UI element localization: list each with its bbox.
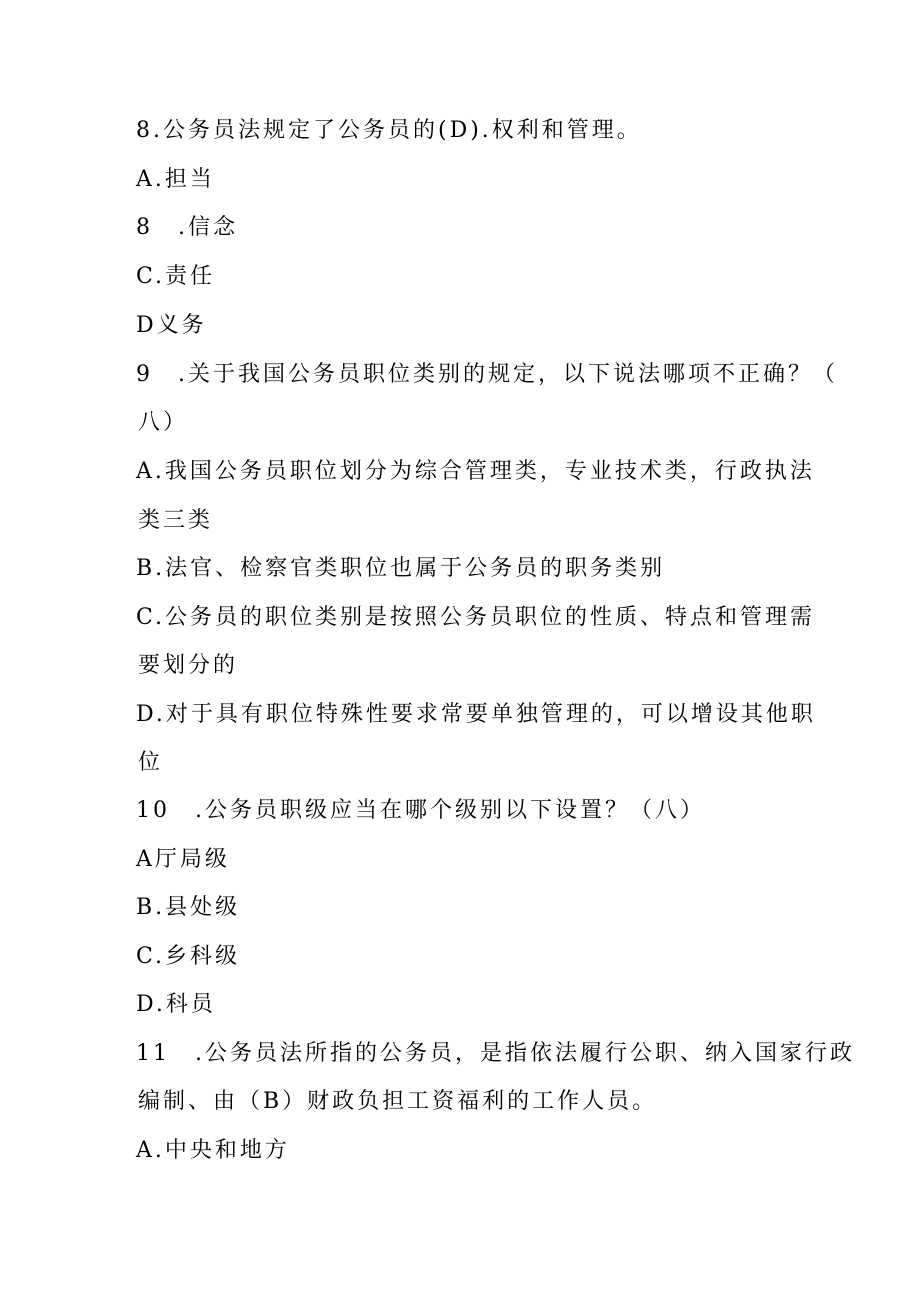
- question-9-option-c-cont: 要划分的: [138, 653, 239, 678]
- question-10-stem: 10 .公务员职级应当在哪个级别以下设置？（八）: [136, 798, 705, 823]
- question-8-option-b: 8 .信念: [136, 215, 238, 240]
- question-11-stem: 11 .公务员法所指的公务员，是指依法履行公职、纳入国家行政: [136, 1041, 855, 1066]
- question-9-option-d-cont: 位: [138, 750, 164, 775]
- question-10-option-a: A厅局级: [136, 847, 230, 872]
- question-9-stem-cont: 八）: [138, 410, 189, 435]
- question-9-option-c: C.公务员的职位类别是按照公务员职位的性质、特点和管理需: [136, 605, 816, 630]
- question-10-option-b: B.县处级: [136, 895, 241, 920]
- question-10-option-d: D.科员: [136, 992, 216, 1017]
- question-8-stem: 8.公务员法规定了公务员的(D).权利和管理。: [136, 118, 642, 143]
- question-9-option-b: B.法官、检察官类职位也属于公务员的职务类别: [136, 556, 666, 581]
- question-8-option-d: D义务: [136, 313, 207, 338]
- question-9-stem: 9 .关于我国公务员职位类别的规定，以下说法哪项不正确？（: [136, 362, 838, 387]
- question-9-option-d: D.对于具有职位特殊性要求常要单独管理的，可以增设其他职: [136, 702, 816, 727]
- question-11-stem-cont: 编制、由（B）财政负担工资福利的工作人员。: [138, 1089, 658, 1114]
- question-10-option-c: C.乡科级: [136, 944, 241, 969]
- question-8-option-a: A.担当: [136, 167, 215, 192]
- question-9-option-a-cont: 类三类: [138, 508, 214, 533]
- question-8-option-c: C.责任: [136, 264, 216, 289]
- question-9-option-a: A.我国公务员职位划分为综合管理类，专业技术类，行政执法: [136, 459, 815, 484]
- question-11-option-a: A.中央和地方: [136, 1138, 290, 1163]
